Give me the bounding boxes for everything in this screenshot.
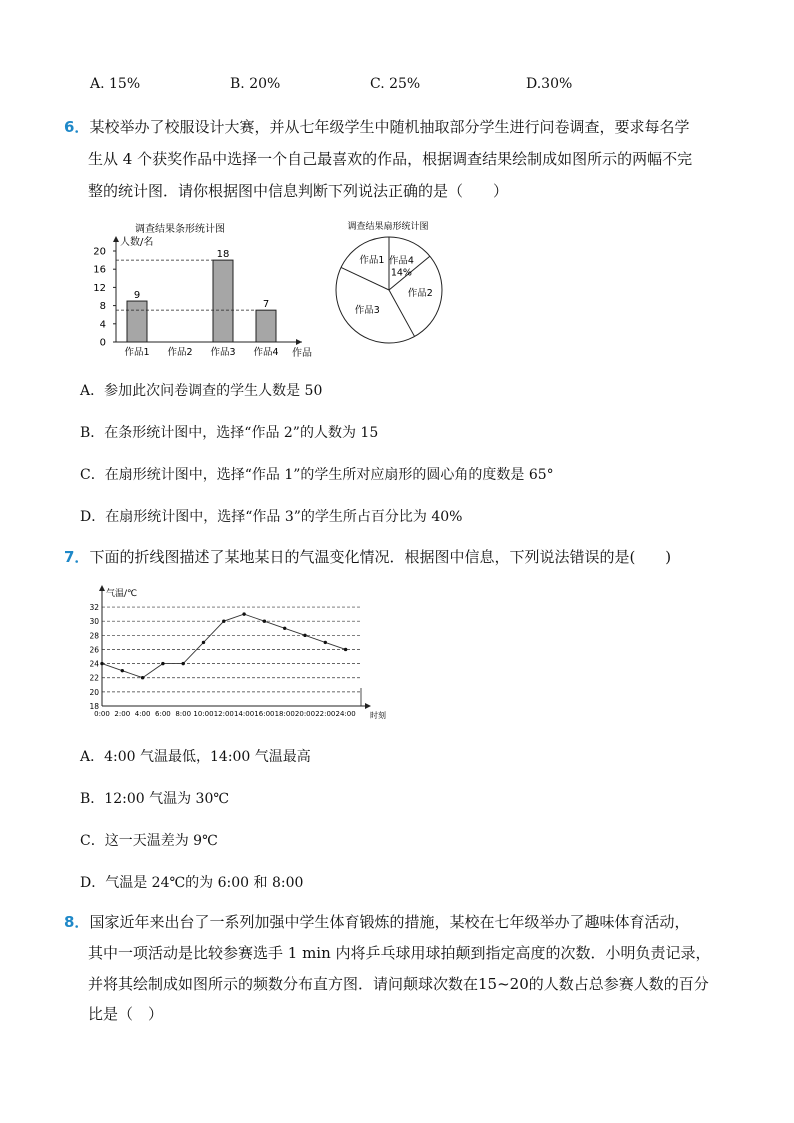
- line-x-tick-label: 20:00: [294, 710, 316, 718]
- pie-slice-label: 作品1: [359, 255, 385, 267]
- line-point: [100, 662, 103, 665]
- line-x-tick-label: 6:00: [155, 710, 171, 718]
- line-y-tick-label: 28: [89, 631, 99, 641]
- pie-slice-label: 作品3: [354, 305, 380, 317]
- line-point: [324, 641, 327, 644]
- bar-x-label: 作品: [292, 348, 312, 359]
- q6-number: 6．: [64, 118, 90, 136]
- q5-option-a: A. 15%: [90, 76, 141, 92]
- q8-stem-line-3: 并将其绘制成如图所示的频数分布直方图．请问颠球次数在15~20的人数占总参赛人数的百分: [88, 975, 709, 993]
- line-x-tick-label: 4:00: [134, 710, 151, 718]
- line-x-arrow: [365, 703, 371, 709]
- line-x-tick-label: 14:00: [234, 710, 255, 718]
- q7-option-c: C．这一天温差为 9℃: [80, 833, 218, 849]
- bar-y-tick-label: 4: [99, 319, 106, 331]
- line-x-tick-label: 18:00: [274, 710, 295, 718]
- q8-number: 8．: [64, 913, 90, 931]
- line-point: [263, 620, 266, 623]
- line-x-tick-label: 16:00: [254, 710, 275, 718]
- line-point: [121, 669, 124, 672]
- line-x-tick-label: 22:00: [315, 710, 336, 718]
- q6-stem-text-1: 某校举办了校服设计大赛，并从七年级学生中随机抽取部分学生进行问卷调查，要求每名学: [89, 118, 690, 136]
- bar-category-label: 作品1: [124, 347, 150, 358]
- line-x-label: 时刻: [370, 711, 386, 720]
- q6-option-d: D．在扇形统计图中，选择“作品 3”的学生所占百分比为 40%: [80, 509, 463, 525]
- pie-slice-label: 作品4: [388, 255, 414, 267]
- line-x-tick-label: 8:00: [175, 710, 192, 718]
- line-y-tick-label: 30: [89, 617, 99, 627]
- bar-value-label: 18: [216, 249, 230, 261]
- line-point: [161, 662, 164, 665]
- line-x-tick-label: 10:00: [193, 710, 214, 718]
- line-y-tick-label: 24: [89, 659, 99, 669]
- q5-option-c: C. 25%: [370, 76, 421, 92]
- q6-bar-chart: [90, 218, 330, 363]
- q6-option-b: B．在条形统计图中，选择“作品 2”的人数为 15: [80, 425, 379, 441]
- q7-stem-text: 下面的折线图描述了某地某日的气温变化情况．根据图中信息，下列说法错误的是( ): [89, 548, 672, 566]
- line-point: [242, 612, 245, 615]
- line-point: [344, 648, 347, 651]
- line-series: [102, 614, 346, 678]
- bar-value-label: 7: [262, 299, 270, 311]
- line-x-tick-label: 2:00: [114, 710, 131, 718]
- line-y-tick-label: 22: [89, 673, 99, 683]
- bar-y-tick-label: 8: [99, 301, 106, 313]
- q6-stem-line-3: 整的统计图．请你根据图中信息判断下列说法正确的是（ ）: [88, 182, 509, 200]
- bar-y-tick-label: 16: [93, 264, 106, 276]
- bar: [127, 301, 147, 342]
- line-y-arrow: [99, 585, 105, 591]
- q7-stem: [64, 547, 671, 567]
- q7-line-chart: [86, 582, 386, 724]
- line-x-tick-label: 0:00: [94, 710, 110, 718]
- line-point: [202, 641, 205, 644]
- line-y-tick-label: 18: [89, 702, 99, 711]
- q6-pie-chart: [335, 218, 445, 348]
- q6-stem-line-2: 生从 4 个获奖作品中选择一个自己最喜欢的作品，根据调查结果绘制成如图所示的两幅不完: [88, 150, 693, 168]
- q5-option-b: B. 20%: [230, 76, 281, 92]
- line-x-tick-label: 24:00: [335, 710, 356, 718]
- bar-chart-ylabel: 人数/名: [120, 237, 154, 248]
- line-y-tick-label: 20: [89, 687, 99, 697]
- q6-option-a: A．参加此次问卷调查的学生人数是 50: [80, 383, 323, 399]
- q7-option-d: D．气温是 24℃的为 6:00 和 8:00: [80, 875, 304, 891]
- line-y-tick-label: 32: [89, 603, 99, 613]
- line-point: [222, 620, 225, 623]
- bar-y-arrow: [113, 236, 119, 242]
- bar-y-tick-label: 20: [93, 246, 106, 258]
- q7-number: 7．: [64, 548, 90, 566]
- q7-option-a: A．4:00 气温最低，14:00 气温最高: [80, 749, 311, 765]
- pie-chart-title: 调查结果扇形统计图: [347, 222, 429, 232]
- q5-option-d: D.30%: [526, 76, 573, 92]
- q8-stem-line-2: 其中一项活动是比较参赛选手 1 min 内将乒乓球用球拍颠到指定高度的次数．小明负责记录，: [88, 944, 711, 962]
- bar-x-arrow: [296, 339, 302, 345]
- bar: [213, 260, 233, 342]
- bar-value-label: 9: [133, 290, 141, 302]
- line-chart-ylabel: 气温/℃: [106, 589, 138, 599]
- bar-category-label: 作品3: [210, 347, 236, 358]
- q8-stem-text-1: 国家近年来出台了一系列加强中学生体育锻炼的措施，某校在七年级举办了趣味体育活动，: [89, 913, 690, 931]
- bar-y-tick-label: 0: [99, 337, 106, 349]
- bar-chart-title: 调查结果条形统计图: [135, 224, 225, 235]
- pie-slice-label: 作品2: [407, 287, 433, 299]
- bar: [256, 310, 276, 342]
- pie-slice-value: 14%: [390, 267, 412, 279]
- bar-y-tick-label: 12: [93, 282, 106, 294]
- q8-stem-line-1: [64, 912, 689, 932]
- line-point: [141, 676, 144, 679]
- line-y-tick-label: 26: [89, 645, 99, 655]
- bar-category-label: 作品2: [167, 347, 193, 358]
- line-point: [283, 627, 286, 630]
- line-point: [182, 662, 185, 665]
- q6-stem-line-1: [64, 117, 689, 137]
- q6-option-c: C．在扇形统计图中，选择“作品 1”的学生所对应扇形的圆心角的度数是 65°: [80, 467, 554, 483]
- line-x-tick-label: 12:00: [213, 710, 234, 718]
- line-point: [303, 634, 306, 637]
- bar-category-label: 作品4: [253, 347, 279, 358]
- q7-option-b: B．12:00 气温为 30℃: [80, 791, 230, 807]
- q8-stem-line-4: 比是（ ）: [88, 1005, 164, 1023]
